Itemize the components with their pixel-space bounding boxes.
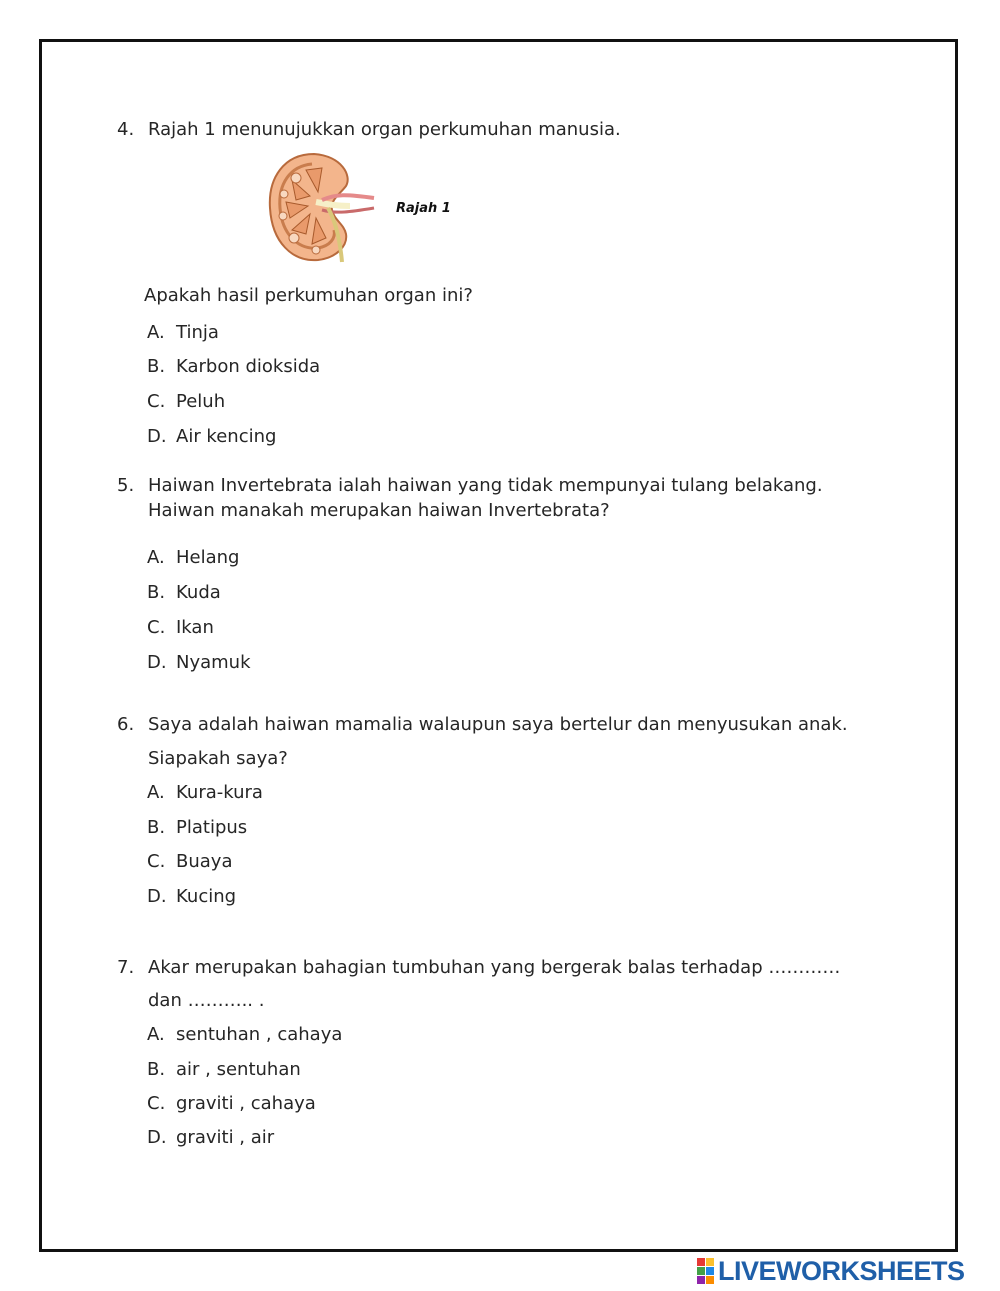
option-letter: D. (147, 652, 167, 673)
option-text: Kura-kura (176, 782, 263, 803)
logo-block (697, 1258, 705, 1266)
option-letter: A. (147, 547, 165, 568)
question-4-subquestion: Apakah hasil perkumuhan organ ini? (144, 285, 473, 306)
question-7-option (147, 1059, 301, 1081)
logo-blocks-icon (697, 1258, 714, 1284)
option-text: Karbon dioksida (176, 356, 321, 377)
logo-block (706, 1258, 714, 1266)
option-letter: D. (147, 426, 167, 447)
option-text: graviti , air (176, 1127, 275, 1148)
question-4-text: Rajah 1 menunujukkan organ perkumuhan manusia. (148, 119, 621, 140)
logo-block (706, 1267, 714, 1275)
question-5-number: 5. (117, 475, 135, 496)
option-letter: C. (147, 1093, 166, 1114)
option-text: Helang (176, 547, 240, 568)
option-text: Buaya (176, 851, 233, 872)
question-7-text-line-2: dan ……….. . (148, 990, 265, 1011)
question-5-option (147, 652, 251, 674)
option-text: Tinja (176, 322, 219, 343)
question-6-option (147, 851, 232, 873)
question-6-number: 6. (117, 714, 135, 735)
option-letter: C. (147, 617, 166, 638)
logo-block (697, 1267, 705, 1275)
question-5-text-line-1: Haiwan Invertebrata ialah haiwan yang tidak mempunyai tulang belakang. (148, 475, 823, 496)
liveworksheets-logo[interactable] (697, 1256, 965, 1286)
question-7-option (147, 1024, 342, 1046)
option-letter: A. (147, 1024, 165, 1045)
question-7-option (147, 1127, 274, 1149)
option-letter: B. (147, 582, 166, 603)
option-text: Platipus (176, 817, 248, 838)
question-5-option (147, 582, 221, 604)
question-4-option (147, 322, 219, 344)
option-letter: D. (147, 1127, 167, 1148)
option-letter: C. (147, 851, 166, 872)
option-letter: D. (147, 886, 167, 907)
option-letter: A. (147, 782, 165, 803)
question-4-number: 4. (117, 119, 135, 140)
logo-block (706, 1276, 714, 1284)
option-text: Nyamuk (176, 652, 251, 673)
option-letter: C. (147, 391, 166, 412)
option-letter: A. (147, 322, 165, 343)
question-6-text-line-2: Siapakah saya? (148, 748, 288, 769)
question-7-number: 7. (117, 957, 135, 978)
option-text: graviti , cahaya (176, 1093, 316, 1114)
question-4-option (147, 426, 276, 448)
question-7-text-line-1: Akar merupakan bahagian tumbuhan yang bergerak balas terhadap ………… (148, 957, 841, 978)
option-text: Kucing (176, 886, 237, 907)
option-text: Ikan (176, 617, 214, 638)
option-text: sentuhan , cahaya (176, 1024, 343, 1045)
option-text: Kuda (176, 582, 221, 603)
option-text: air , sentuhan (176, 1059, 301, 1080)
question-5-option (147, 617, 214, 639)
logo-block (697, 1276, 705, 1284)
question-4-option (147, 391, 225, 413)
logo-text: LIVEWORKSHEETS (718, 1255, 965, 1286)
kidney-figure (266, 150, 376, 265)
option-text: Air kencing (176, 426, 277, 447)
question-6-text-line-1: Saya adalah haiwan mamalia walaupun saya bertelur dan menyusukan anak. (148, 714, 848, 735)
question-6-option (147, 886, 236, 908)
question-6-option (147, 782, 263, 804)
question-4-option (147, 356, 320, 378)
figure-caption: Rajah 1 (396, 201, 451, 216)
option-letter: B. (147, 817, 166, 838)
option-text: Peluh (176, 391, 226, 412)
question-5-option (147, 547, 239, 569)
question-7-option (147, 1093, 316, 1115)
question-5-text-line-2: Haiwan manakah merupakan haiwan Invertebrata? (148, 500, 610, 521)
option-letter: B. (147, 356, 166, 377)
question-6-option (147, 817, 247, 839)
option-letter: B. (147, 1059, 166, 1080)
